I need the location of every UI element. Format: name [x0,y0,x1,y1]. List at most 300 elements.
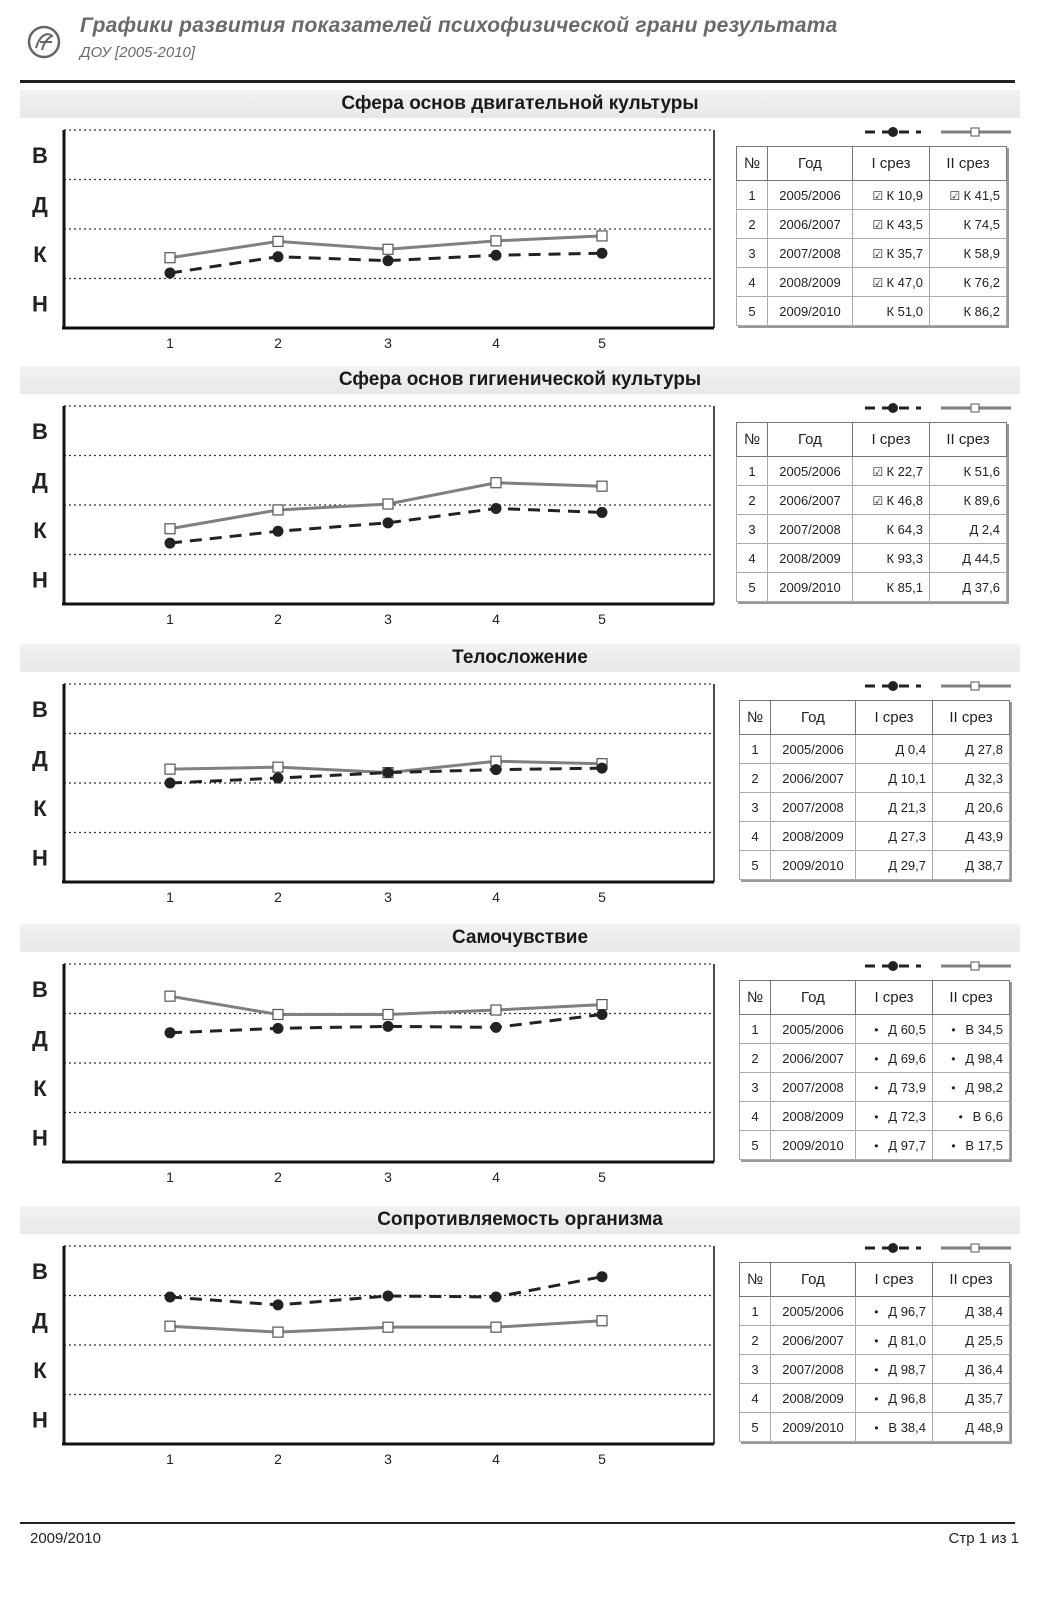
section-title: Телосложение [20,644,1020,672]
cell-cut2 [933,1326,1010,1355]
results-table [739,1262,1010,1442]
data-point-square [273,236,283,246]
x-tick-label: 3 [384,335,392,351]
table-header-cut2: II срез [933,701,1010,735]
x-tick-label: 1 [166,1451,174,1467]
cell-mark-icon: • [951,1080,956,1095]
x-tick-label: 4 [492,335,500,351]
line-chart [24,116,724,352]
x-tick-label: 5 [598,1169,606,1185]
data-point-circle [273,773,284,784]
cell-mark-icon: • [951,1138,956,1153]
cell-value: К 58,9 [963,245,1000,261]
data-point-square [165,524,175,534]
cell-num: 3 [740,1073,771,1102]
cell-mark-icon: • [874,1022,879,1037]
cell-year: 2009/2010 [771,851,856,880]
cell-value: В 6,6 [972,1108,1003,1124]
cell-num: 5 [740,851,771,880]
cell-value: Д 96,7 [888,1303,926,1319]
cell-num: 3 [737,515,768,544]
table-row [740,1326,1010,1355]
footer-year: 2009/2010 [30,1530,101,1547]
x-tick-label: 4 [492,1169,500,1185]
cell-cut2 [930,573,1007,602]
cell-value: К 10,9 [886,187,923,203]
table-row [740,793,1010,822]
data-point-circle [273,251,284,262]
cell-year: 2008/2009 [771,1102,856,1131]
data-point-square [383,1322,393,1332]
cell-num: 4 [737,268,768,297]
cell-mark-icon: • [874,1138,879,1153]
cell-num: 2 [740,1044,771,1073]
legend-marker-square [971,682,979,690]
cell-cut1 [853,486,930,515]
cell-num: 4 [740,1102,771,1131]
cell-value: Д 98,7 [888,1361,926,1377]
document-title: Графики развития показателей психофизической грани результата [80,14,838,37]
cell-cut2 [933,1102,1010,1131]
cell-year: 2006/2007 [768,210,853,239]
y-level-label: Н [32,1407,48,1433]
cell-cut2 [933,1355,1010,1384]
table-row [737,457,1007,486]
line-chart [24,1232,724,1468]
table-row [740,1073,1010,1102]
footer-divider [20,1522,1015,1524]
x-tick-label: 3 [384,889,392,905]
cell-cut2 [930,268,1007,297]
chart-section [0,366,1063,636]
y-level-label: В [32,1258,48,1284]
data-point-square [597,1000,607,1010]
legend-marker-circle [888,403,898,413]
cell-cut1 [856,793,933,822]
cell-mark-icon: • [951,1022,956,1037]
cell-mark-icon: • [874,1333,879,1348]
cell-cut2 [933,793,1010,822]
table-row [740,1015,1010,1044]
table-header-year: Год [771,701,856,735]
y-level-label: Д [32,1308,48,1334]
cell-value: К 51,6 [963,463,1000,479]
cell-cut2 [930,210,1007,239]
cell-num: 4 [740,1384,771,1413]
table-header-row [740,701,1010,735]
cell-cut1 [853,573,930,602]
cell-year: 2007/2008 [768,515,853,544]
cell-value: Д 32,3 [965,770,1003,786]
data-point-square [491,1005,501,1015]
x-tick-label: 5 [598,611,606,627]
cell-year: 2009/2010 [768,297,853,326]
table-header-cut1: I срез [856,701,933,735]
cell-num: 5 [737,573,768,602]
cell-cut1 [853,268,930,297]
cell-value: К 76,2 [963,274,1000,290]
data-point-circle [597,763,608,774]
cell-value: К 41,5 [963,187,1000,203]
cell-cut2 [933,1413,1010,1442]
data-point-circle [165,1291,176,1302]
cell-cut1 [853,515,930,544]
cell-value: К 46,8 [886,492,923,508]
cell-cut1 [856,764,933,793]
y-level-label: В [32,696,48,722]
table-row [740,1413,1010,1442]
cell-value: К 93,3 [886,550,923,566]
table-row [740,1384,1010,1413]
cell-value: Д 21,3 [888,799,926,815]
table-row [740,822,1010,851]
cell-cut2 [933,1384,1010,1413]
cell-mark-icon: • [874,1420,879,1435]
cell-year: 2008/2009 [768,268,853,297]
table-row [737,268,1007,297]
cell-cut2 [930,486,1007,515]
cell-value: Д 37,6 [962,579,1000,595]
data-point-square [165,253,175,263]
data-point-circle [597,1271,608,1282]
x-tick-label: 4 [492,611,500,627]
cell-year: 2009/2010 [771,1131,856,1160]
cell-value: Д 10,1 [888,770,926,786]
chart-section [0,90,1063,360]
data-point-circle [383,255,394,266]
cell-cut2 [930,239,1007,268]
y-level-label: Н [32,291,48,317]
data-point-square [165,764,175,774]
line-chart [24,950,724,1186]
cell-value: Д 38,4 [965,1303,1003,1319]
cell-year: 2009/2010 [771,1413,856,1442]
results-table [736,146,1007,326]
section-title: Сфера основ двигательной культуры [20,90,1020,118]
cell-cut2 [933,1131,1010,1160]
y-level-label: К [33,795,47,821]
table-header-cut2: II срез [930,423,1007,457]
cell-cut1 [856,1326,933,1355]
x-tick-label: 1 [166,1169,174,1185]
table-row [737,573,1007,602]
cell-value: Д 2,4 [969,521,1000,537]
data-point-circle [165,778,176,789]
cell-value: В 34,5 [965,1021,1003,1037]
cell-num: 1 [740,1015,771,1044]
cell-value: Д 60,5 [888,1021,926,1037]
section-title: Сопротивляемость организма [20,1206,1020,1234]
x-tick-label: 4 [492,889,500,905]
cell-year: 2008/2009 [771,822,856,851]
cell-year: 2008/2009 [771,1384,856,1413]
cell-value: К 64,3 [886,521,923,537]
cell-num: 5 [740,1131,771,1160]
x-tick-label: 4 [492,1451,500,1467]
cell-value: Д 48,9 [965,1419,1003,1435]
table-header-year: Год [768,423,853,457]
cell-mark-icon: ☑ [872,464,884,479]
table-row [740,1131,1010,1160]
y-level-label: Д [32,192,48,218]
table-header-cut2: II срез [930,147,1007,181]
data-point-square [165,991,175,1001]
cell-value: В 38,4 [888,1419,926,1435]
y-level-label: В [32,976,48,1002]
cell-year: 2005/2006 [771,1297,856,1326]
data-point-square [491,478,501,488]
cell-num: 1 [737,181,768,210]
data-point-square [165,1321,175,1331]
cell-cut1 [856,1073,933,1102]
cell-mark-icon: • [874,1080,879,1095]
cell-year: 2009/2010 [768,573,853,602]
cell-value: Д 36,4 [965,1361,1003,1377]
cell-cut2 [930,297,1007,326]
cell-mark-icon: ☑ [872,217,884,232]
cell-year: 2006/2007 [771,1044,856,1073]
cell-cut1 [853,210,930,239]
cell-mark-icon: • [874,1362,879,1377]
table-header-cut2: II срез [933,981,1010,1015]
x-tick-label: 1 [166,889,174,905]
y-level-label: К [33,517,47,543]
cell-num: 1 [740,735,771,764]
cell-num: 3 [740,793,771,822]
cell-cut2 [933,1297,1010,1326]
cell-cut2 [930,457,1007,486]
data-point-square [273,1327,283,1337]
cell-value: Д 98,2 [965,1079,1003,1095]
cell-cut2 [930,181,1007,210]
legend-marker-square [971,128,979,136]
y-level-label: Н [32,1125,48,1151]
table-row [740,1355,1010,1384]
y-level-label: В [32,142,48,168]
table-header-cut1: I срез [856,1263,933,1297]
table-header-year: Год [768,147,853,181]
table-header-cut1: I срез [853,423,930,457]
cell-mark-icon: • [874,1391,879,1406]
cell-mark-icon: ☑ [872,246,884,261]
chart-legend [863,1240,1013,1256]
cell-num: 4 [740,822,771,851]
cell-cut2 [933,764,1010,793]
x-tick-label: 3 [384,1451,392,1467]
legend-marker-circle [888,961,898,971]
cell-cut1 [853,181,930,210]
y-level-label: Н [32,845,48,871]
logo-emblem-icon [26,24,62,60]
table-row [740,1102,1010,1131]
cell-mark-icon: • [874,1051,879,1066]
cell-year: 2006/2007 [768,486,853,515]
results-table [739,700,1010,880]
cell-mark-icon: • [874,1109,879,1124]
cell-mark-icon: • [958,1109,963,1124]
cell-year: 2005/2006 [768,181,853,210]
cell-cut1 [856,1297,933,1326]
cell-value: Д 72,3 [888,1108,926,1124]
table-header-row [740,1263,1010,1297]
cell-cut1 [856,851,933,880]
y-level-label: Н [32,567,48,593]
section-title: Сфера основ гигиенической культуры [20,366,1020,394]
cell-value: Д 27,8 [965,741,1003,757]
chart-section [0,1206,1063,1476]
cell-year: 2008/2009 [768,544,853,573]
cell-num: 3 [740,1355,771,1384]
data-point-square [273,762,283,772]
data-point-circle [165,268,176,279]
cell-cut1 [853,457,930,486]
cell-num: 2 [737,486,768,515]
y-level-label: Д [32,746,48,772]
data-point-circle [383,767,394,778]
cell-num: 3 [737,239,768,268]
cell-value: Д 73,9 [888,1079,926,1095]
x-tick-label: 2 [274,1169,282,1185]
footer-page-number: Стр 1 из 1 [948,1530,1019,1547]
header-divider [20,80,1015,83]
table-row [737,210,1007,239]
cell-cut2 [930,544,1007,573]
cell-value: Д 25,5 [965,1332,1003,1348]
cell-cut1 [853,297,930,326]
cell-value: Д 43,9 [965,828,1003,844]
cell-year: 2005/2006 [768,457,853,486]
cell-value: Д 27,3 [888,828,926,844]
cell-num: 5 [740,1413,771,1442]
cell-cut1 [856,735,933,764]
cell-mark-icon: • [951,1051,956,1066]
table-row [737,515,1007,544]
legend-marker-circle [888,1243,898,1253]
data-point-circle [273,526,284,537]
x-tick-label: 5 [598,889,606,905]
x-tick-label: 2 [274,889,282,905]
chart-legend [863,678,1013,694]
cell-num: 5 [737,297,768,326]
cell-year: 2007/2008 [771,1073,856,1102]
cell-mark-icon: • [874,1304,879,1319]
cell-num: 2 [737,210,768,239]
data-point-circle [491,764,502,775]
data-point-circle [597,248,608,259]
data-point-circle [383,517,394,528]
cell-value: Д 97,7 [888,1137,926,1153]
cell-value: К 51,0 [886,303,923,319]
table-row [737,181,1007,210]
x-tick-label: 2 [274,1451,282,1467]
cell-num: 1 [740,1297,771,1326]
x-tick-label: 2 [274,611,282,627]
table-header-num: № [740,1263,771,1297]
cell-num: 1 [737,457,768,486]
cell-value: К 47,0 [886,274,923,290]
table-header-cut1: I срез [853,147,930,181]
table-row [737,297,1007,326]
cell-cut1 [856,1413,933,1442]
cell-value: К 35,7 [886,245,923,261]
y-level-label: К [33,1357,47,1383]
data-point-square [597,231,607,241]
cell-value: Д 96,8 [888,1390,926,1406]
cell-cut1 [856,822,933,851]
data-point-circle [597,1009,608,1020]
data-point-square [491,1322,501,1332]
section-title: Самочувствие [20,924,1020,952]
x-tick-label: 5 [598,1451,606,1467]
x-tick-label: 5 [598,335,606,351]
cell-value: К 74,5 [963,216,1000,232]
cell-value: К 89,6 [963,492,1000,508]
cell-value: В 17,5 [965,1137,1003,1153]
cell-cut1 [856,1384,933,1413]
cell-mark-icon: ☑ [872,188,884,203]
data-point-circle [491,1291,502,1302]
data-point-square [491,236,501,246]
cell-cut1 [856,1102,933,1131]
results-table [736,422,1007,602]
data-point-circle [273,1023,284,1034]
cell-cut2 [933,1015,1010,1044]
y-level-label: К [33,1075,47,1101]
chart-section [0,924,1063,1194]
legend-marker-square [971,1244,979,1252]
cell-num: 4 [737,544,768,573]
line-chart [24,670,724,906]
data-point-circle [165,538,176,549]
cell-value: Д 29,7 [888,857,926,873]
data-point-circle [165,1027,176,1038]
data-point-square [383,499,393,509]
data-point-circle [491,503,502,514]
legend-marker-square [971,404,979,412]
y-level-label: Д [32,1026,48,1052]
cell-year: 2006/2007 [771,764,856,793]
cell-num: 2 [740,764,771,793]
table-row [740,851,1010,880]
cell-value: Д 98,4 [965,1050,1003,1066]
cell-cut1 [856,1355,933,1384]
chart-legend [863,400,1013,416]
table-header-row [737,147,1007,181]
cell-cut2 [930,515,1007,544]
y-level-label: В [32,418,48,444]
cell-year: 2005/2006 [771,1015,856,1044]
cell-value: Д 35,7 [965,1390,1003,1406]
cell-year: 2007/2008 [771,793,856,822]
cell-cut2 [933,1044,1010,1073]
table-row [740,735,1010,764]
table-row [740,1044,1010,1073]
table-row [737,486,1007,515]
line-chart [24,392,724,628]
cell-cut1 [853,239,930,268]
chart-legend [863,124,1013,140]
x-tick-label: 1 [166,335,174,351]
x-tick-label: 2 [274,335,282,351]
cell-cut2 [933,1073,1010,1102]
cell-value: К 85,1 [886,579,923,595]
table-header-num: № [737,147,768,181]
cell-year: 2007/2008 [771,1355,856,1384]
cell-year: 2007/2008 [768,239,853,268]
page-header [20,6,1020,84]
y-level-label: К [33,241,47,267]
table-header-cut1: I срез [856,981,933,1015]
